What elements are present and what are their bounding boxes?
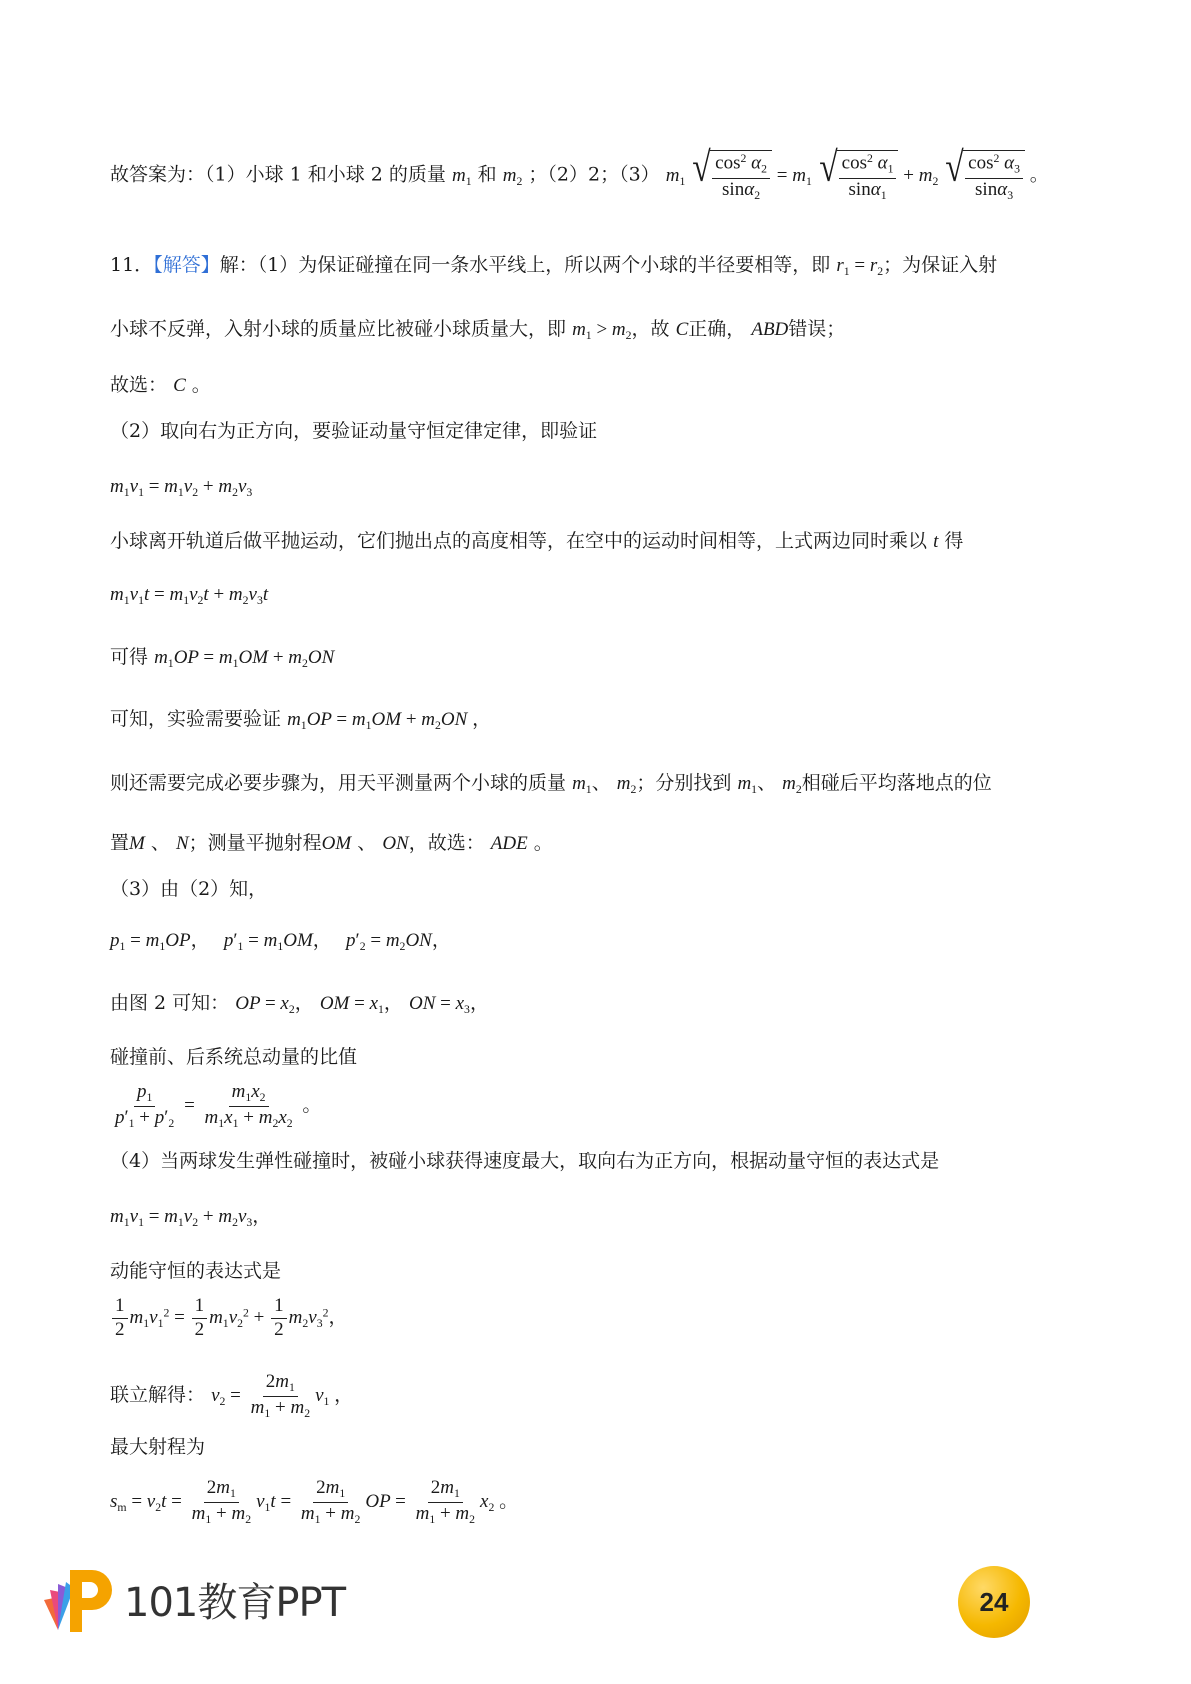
energy-intro [110, 1260, 281, 1283]
steps2-text-c: ；测量平抛射程 [188, 832, 322, 854]
q11-tag: 【解答】 [153, 254, 220, 276]
sqrt-term-1: √ $\frac{\cos^2 \alpha_2}{\sin\alpha_2}$ [690, 150, 772, 203]
eq-v2: $v_2$ = $\frac{2m_1}{m_1 + m_2}$ $v_1$ [211, 1371, 330, 1421]
page-number: 24 [979, 1586, 1009, 1617]
math-m1: $m_1$ [451, 164, 472, 188]
answer-summary-end: 。 [1029, 163, 1049, 186]
part2-intro [110, 420, 597, 443]
brand-logo [40, 1560, 345, 1638]
eq-momentum-2: $m_1v_1 = m_1v_2 + m_2v_3$， [110, 1206, 272, 1230]
eq-momentum-t: $m_1v_1t = m_1v_2t + m_2v_3t$ [110, 584, 269, 608]
sqrt-term-2: √ $\frac{\cos^2 \alpha_1}{\sin\alpha_1}$ [817, 150, 899, 203]
answer-summary-mid: ；（2）2；（3） [528, 163, 660, 186]
steps-text-a: 则还需要完成必要步骤为，用天平测量两个小球的质量 [110, 772, 567, 794]
steps-text-e: 相碰后平均落地点的位 [801, 772, 992, 794]
max-range-intro [110, 1436, 205, 1459]
steps2-text-b: 、 [150, 832, 170, 854]
momentum-defs: $p_1 = m_1OP$， $p'_1 = m_1OM$， $p'_2 = m_2ON$， [110, 930, 451, 954]
math-C-select: C [173, 375, 186, 396]
eq-OP-x2: OP = $x_2$ [235, 993, 295, 1017]
max-range-text: 最大射程为 [110, 1436, 206, 1458]
select-label: 故选： [110, 374, 168, 396]
part3-text: （3）由（2）知， [110, 878, 268, 900]
math-m2-a: $m_2$ [616, 773, 637, 797]
derive-label: 可得 [110, 646, 149, 668]
math-OM: OM [321, 833, 352, 854]
math-m2-b: $m_2$ [782, 773, 802, 797]
verify-label: 可知，实验需要验证 [110, 708, 282, 730]
math-C: C [675, 319, 689, 340]
derive-line [110, 646, 334, 671]
q11-text-c: 小球不反弹，入射小球的质量应比被碰小球质量大，即 [110, 318, 567, 340]
part4-text: （4）当两球发生弹性碰撞时，被碰小球获得速度最大，取向右为正方向，根据动量守恒的表达式是 [110, 1150, 940, 1172]
select-end: 。 [191, 374, 211, 396]
eq-max-range: $s_m = v_2t$ = $\frac{2m_1}{m_1 + m_2}$ $v_1t$ = $\frac{2m_1}{m_1 + m_2}$ OP = $\frac{2m_1}{m_1 + m_2}$ $x_2$ 。 [110, 1477, 519, 1527]
figure2-line [110, 992, 489, 1017]
answer-and: 和 [477, 163, 497, 186]
eq-energy: $\frac{1}{2}$ $m_1v_1^2$ = $\frac{1}{2}$ $m_1v_2^2$ + $\frac{1}{2}$ $m_2v_3^2$， [110, 1296, 347, 1341]
math-ADE: ADE [490, 833, 528, 854]
verify-end: ， [472, 708, 492, 730]
math-m1-gt-m2: $m_1 > m_2$ [572, 319, 632, 343]
part2-text: （2）取向右为正方向，要验证动量守恒定律定律，即验证 [110, 420, 598, 442]
steps-text-d: 、 [757, 772, 777, 794]
math-r1-eq-r2: $r_1 = r_2$ [836, 255, 884, 279]
select-c-line [110, 374, 211, 398]
math-ABD: ABD [751, 319, 789, 340]
steps2-text-e: ，故选： [408, 832, 485, 854]
page-number-badge [958, 1566, 1030, 1638]
steps2-text-d: 、 [357, 832, 377, 854]
brand-fan-icon [40, 1560, 118, 1638]
math-t: t [933, 531, 939, 552]
q11-line-1 [110, 254, 997, 279]
math-ON: ON [382, 833, 409, 854]
solve-label: 联立解得： [110, 1383, 206, 1406]
eq-momentum: $m_1v_1 = m_1v_2 + m_2v_3$ [110, 476, 253, 500]
q11-line-2 [110, 318, 845, 343]
eq-OM-x1: OM = $x_1$ [319, 993, 384, 1017]
math-M: M [129, 833, 145, 854]
q11-text-e: 正确， [688, 318, 746, 340]
figure2-label: 由图 2 可知： [110, 992, 230, 1014]
answer-summary-line [110, 145, 1049, 203]
steps-text-c: ；分别找到 [636, 772, 732, 794]
steps2-text-a: 置 [110, 832, 130, 854]
part3-intro [110, 878, 267, 901]
solve-end: ， [334, 1383, 354, 1406]
sep-1: ， [294, 992, 314, 1014]
steps-line-2 [110, 832, 553, 856]
sep-2: ， [383, 992, 403, 1014]
math-sqrt-equation: $m_1$ √ $\frac{\cos^2 \alpha_2}{\sin\alpha_2}$ = $m_1$ √ $\frac{\cos^2 \alpha_1}{\sin\alpha_1}$ + $m_2$ √ $\frac{\cos^2 \alpha_3}{\sin\alpha_3}$ [666, 165, 1030, 186]
ratio-equation: $\frac{p_1}{p'_1 + p'_2}$ = $\frac{m_1x_2}{m_1x_1 + m_2x_2}$ 。 [115, 1081, 322, 1131]
q11-text-a: 解：（1）为保证碰撞在同一条水平线上，所以两个小球的半径要相等，即 [219, 254, 831, 276]
math-m2: $m_2$ [502, 164, 523, 188]
projectile-text-body: 小球离开轨道后做平抛运动，它们抛出点的高度相等，在空中的运动时间相等，上式两边同时乘以 [110, 530, 928, 552]
q11-text-d: ，故 [631, 318, 670, 340]
eq-distance-verify: $m_1OP = m_1OM + m_2ON$ [287, 709, 468, 733]
math-m1-b: $m_1$ [737, 773, 758, 797]
projectile-text [110, 530, 963, 554]
steps2-text-f: 。 [533, 832, 553, 854]
answer-summary-lead: 故答案为：（1）小球 1 和小球 2 的质量 [110, 163, 446, 186]
eq-ON-x3: ON = $x_3$ [408, 993, 470, 1017]
solve-line [110, 1372, 353, 1421]
steps-line-1 [110, 772, 992, 797]
ratio-text: 碰撞前、后系统总动量的比值 [110, 1046, 358, 1068]
math-m1-a: $m_1$ [572, 773, 592, 797]
part4-intro [110, 1150, 939, 1173]
ratio-intro [110, 1046, 357, 1069]
q11-text-f: 错误； [788, 318, 846, 340]
steps-text-b: 、 [591, 772, 611, 794]
math-N: N [175, 833, 189, 854]
brand-logo-text: 101教育PPT [124, 1579, 346, 1626]
energy-text: 动能守恒的表达式是 [110, 1260, 282, 1282]
verify-line [110, 708, 491, 733]
projectile-text-end: 得 [944, 530, 964, 552]
sep-3: ， [469, 992, 489, 1014]
q11-number: 11． [110, 254, 154, 276]
eq-distance: $m_1OP = m_1OM + m_2ON$ [154, 647, 335, 671]
q11-text-b: ；为保证入射 [883, 254, 998, 276]
sqrt-term-3: √ $\frac{\cos^2 \alpha_3}{\sin\alpha_3}$ [943, 150, 1025, 203]
